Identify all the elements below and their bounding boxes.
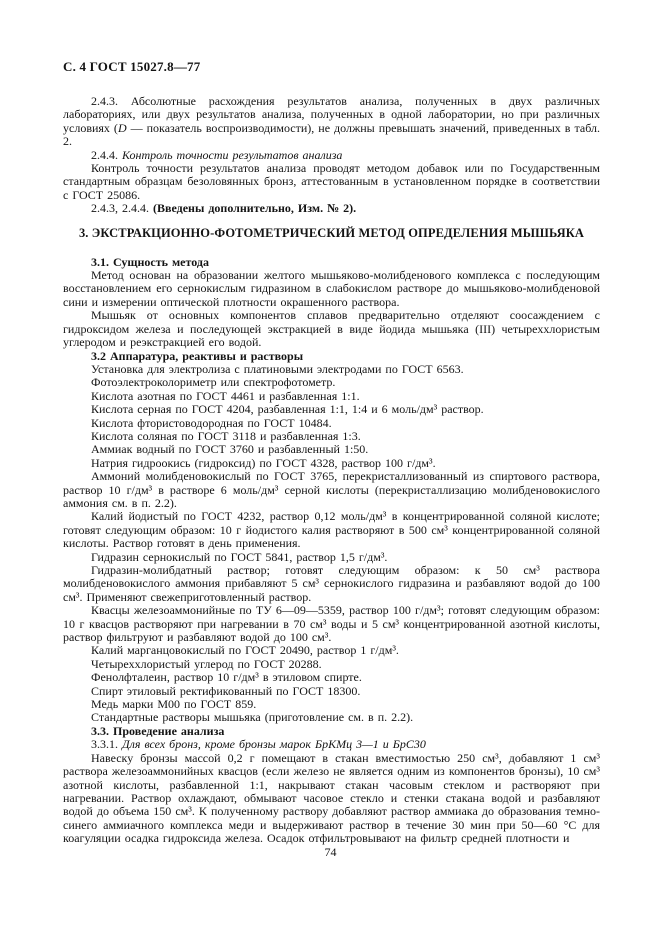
reagent-nitric-acid [63,390,600,403]
text-segment: Гидразин сернокислый по ГОСТ 5841, раствор 1,5 г/дм³. [91,549,388,564]
text-segment: Четыреххлористый углерод по ГОСТ 20288. [91,656,322,671]
para-2-4-3 [63,95,600,149]
para-arsenic-separation [63,309,600,349]
document-content [63,95,600,846]
para-analysis-procedure [63,752,600,846]
text-segment: 3.2 Аппаратура, реактивы и растворы [91,348,304,363]
reagent-ammonium-molybdate [63,470,600,510]
text-segment: — показатель воспроизводимости), не должны превышать значений, приведенных в табл. 2. [63,120,600,149]
reagent-sulfuric-acid [63,403,600,416]
heading-3-3 [63,725,600,738]
reagent-hydrazine-molybdate [63,564,600,604]
reagent-hydrazine-sulfate [63,551,600,564]
reagent-potassium-permanganate [63,644,600,657]
text-segment: Навеску бронзы массой 0,2 г помещают в стакан вместимостью 250 см³, добавляют 1 см³ раствора железоаммонийных квасцов (если железо не является одним из компонентов бронзы), 10 см³ азотной кислоты, разбавленной 1:1, накрывают стакан часовым стеклом и растворяют при нагревании. Раствор охлаждают, обмывают часовое стекло и стенки стакана водой и разбавляют водой до объема 150 см³. К полученному раствору добавляют раствор аммиака до образования темно-синего аммиачного комплекса меди и выдерживают раствор в течение 30 мин при 50—60 °С для коагуляции осадка гидроксида железа. Осадок отфильтровывают на фильтр средней плотности и [63,750,600,846]
reagent-phenolphthalein [63,671,600,684]
text-segment: Для всех бронз, кроме бронзы марок БрКМц 3—1 и БрС30 [122,737,426,752]
heading-3-3-1 [63,738,600,751]
para-amendment-note [63,202,600,215]
text-segment: 3.3.1. [91,737,122,752]
text-segment: 3.3. Проведение анализа [91,723,225,738]
reagent-carbon-tetrachloride [63,658,600,671]
reagent-hydrofluoric-acid [63,417,600,430]
text-segment: Калий йодистый по ГОСТ 4232, раствор 0,12 моль/дм³ в концентрированной соляной кислоте; готовят следующим образом: 10 г йодистого калия растворяют в 500 см³ концентрированной соляной кислоты. Раствор готовят в день применения. [63,509,600,551]
reagent-ethanol [63,685,600,698]
reagent-sodium-hydroxide [63,457,600,470]
text-segment: Фотоэлектроколориметр или спектрофотометр. [91,375,336,390]
text-segment: Кислота азотная по ГОСТ 4461 и разбавленная 1:1. [91,388,360,403]
page-header: С. 4 ГОСТ 15027.8—77 [63,59,201,74]
text-segment: Натрия гидроокись (гидроксид) по ГОСТ 4328, раствор 100 г/дм³. [91,455,436,470]
para-method-principle [63,269,600,309]
reagent-arsenic-standards [63,711,600,724]
reagent-iron-ammonium-alum [63,604,600,644]
text-segment: (Введены дополнительно, Изм. № 2). [153,201,357,216]
text-segment: 2.4.3. Абсолютные расхождения результатов анализа, полученных в двух различных лабораториях, или двух результатов анализа, полученных в одной лаборатории, но при различных условиях ( [63,94,600,135]
text-segment: Гидразин-молибдатный раствор; готовят следующим образом: к 50 см³ раствора молибденовокислого аммония прибавляют 5 см³ сернокислого гидразина и разбавляют водой до 100 см³. Применяют свежеприготовленный раствор. [63,563,600,604]
text-segment: Метод основан на образовании желтого мышьяково-молибденового комплекса с последующим восстановлением его сернокислым гидразином в слабокислом растворе до мышьяково-молибденовой сини и измерении оптической плотности окрашенного раствора. [63,268,600,309]
text-segment: Кислота фтористоводородная по ГОСТ 10484. [91,415,332,430]
reagent-photocolorimeter [63,376,600,389]
section-3-title [63,226,600,240]
reagent-ammonia [63,443,600,456]
text-segment: Контроль точности результатов анализа [122,147,343,162]
heading-3-1 [63,256,600,269]
text-segment: 3. ЭКСТРАКЦИОННО-ФОТОМЕТРИЧЕСКИЙ МЕТОД ОПРЕДЕЛЕНИЯ МЫШЬЯКА [78,225,585,240]
text-segment: Фенолфталеин, раствор 10 г/дм³ в этиловом спирте. [91,670,362,685]
text-segment: Аммоний молибденовокислый по ГОСТ 3765, перекристаллизованный из спиртового раствора, раствор 10 г/дм³ в растворе 6 моль/дм³ серной кислоты (перекристаллизацию молибденовокислого аммония см. в п. 2.2). [63,469,600,510]
text-segment: Установка для электролиза с платиновыми электродами по ГОСТ 6563. [91,361,464,376]
reagent-potassium-iodide [63,510,600,550]
text-segment: Мышьяк от основных компонентов сплавов предварительно отделяют соосаждением с гидроксидом железа и последующей экстракцией в виде йодида мышьяка (III) четыреххлористым углеродом и реэкстракцией его водой. [63,308,600,350]
heading-3-2 [63,350,600,363]
text-segment: D [117,120,127,135]
para-control-accuracy [63,162,600,202]
text-segment: 2.4.3, 2.4.4. [91,201,153,216]
text-segment: 3.1. Сущность метода [91,254,209,269]
text-segment: Кислота серная по ГОСТ 4204, разбавленная 1:1, 1:4 и 6 моль/дм³ раствор. [91,402,484,417]
text-segment: Кислота соляная по ГОСТ 3118 и разбавленная 1:3. [91,428,361,443]
text-segment: Калий марганцовокислый по ГОСТ 20490, раствор 1 г/дм³. [91,643,399,658]
text-segment: Стандартные растворы мышьяка (приготовление см. в п. 2.2). [91,710,414,725]
reagent-copper [63,698,600,711]
reagent-hydrochloric-acid [63,430,600,443]
text-segment: 2.4.4. [91,147,122,162]
page-number: 74 [324,845,337,859]
heading-2-4-4 [63,149,600,162]
text-segment: Квасцы железоаммонийные по ТУ 6—09—5359, раствор 100 г/дм³; готовят следующим образом: 10 г квасцов растворяют при нагревании в 70 см³ воды и 5 см³ концентрированной азотной кислоты, раствор фильтруют и разбавляют водой до 100 см³. [63,603,600,645]
text-segment: Спирт этиловый ректификованный по ГОСТ 18300. [91,683,361,698]
text-segment: Аммиак водный по ГОСТ 3760 и разбавленный 1:50. [91,442,369,457]
reagent-electrolysis-unit [63,363,600,376]
text-segment: Контроль точности результатов анализа проводят методом добавок или по Государственным стандартным образцам безоловянных бронз, аттестованным в установленном порядке в соответствии с ГОСТ 25086. [63,161,600,202]
text-segment: Медь марки М00 по ГОСТ 859. [91,697,257,712]
